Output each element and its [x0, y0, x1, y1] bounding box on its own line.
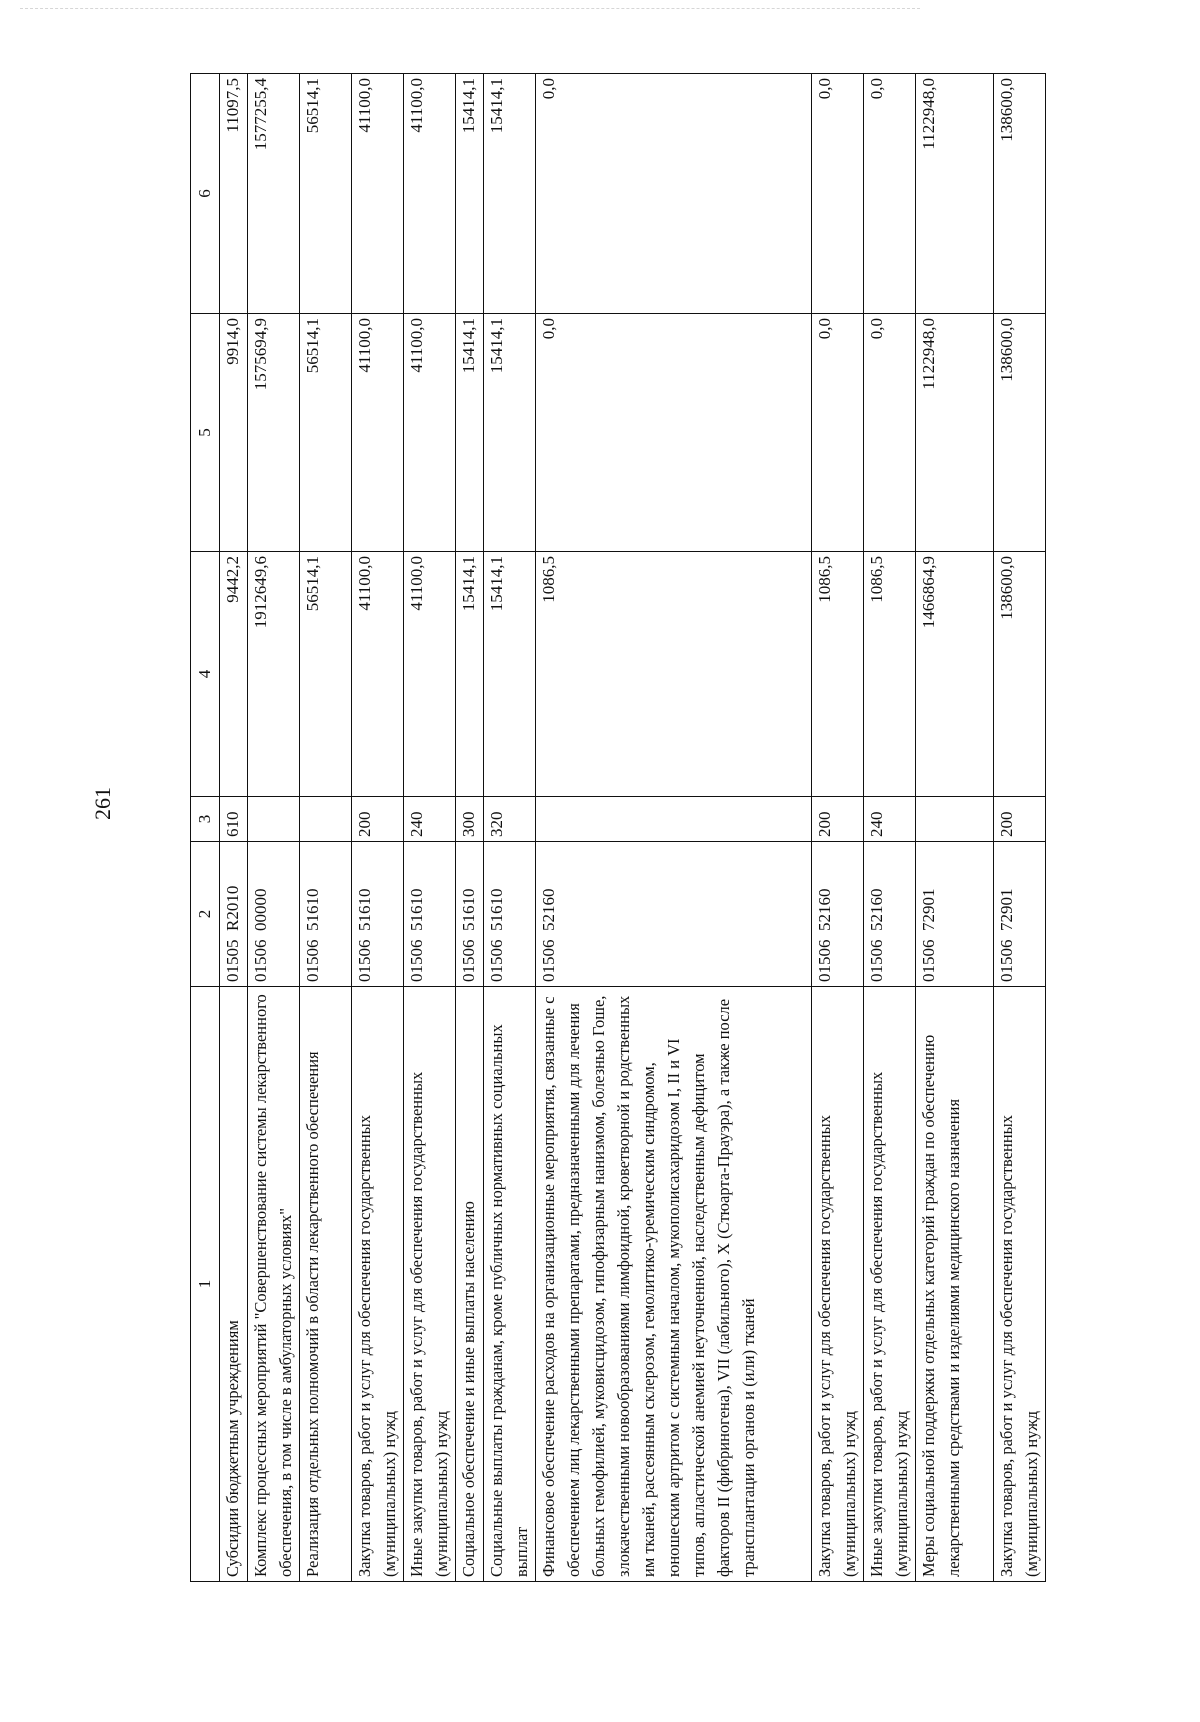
row-description: Социальные выплаты гражданам, кроме публичных нормативных социальных выплат [484, 987, 536, 1582]
table-row [864, 74, 916, 1582]
amount-col5: 0,0 [864, 314, 916, 552]
row-description: Субсидии бюджетным учреждениям [220, 987, 248, 1582]
expense-type-code: 200 [352, 797, 404, 842]
amount-col4: 56514,1 [300, 552, 352, 797]
expense-type-code [536, 797, 812, 842]
target-article-code: 01506 51610 [352, 842, 404, 987]
amount-col5: 41100,0 [352, 314, 404, 552]
expense-type-code: 200 [812, 797, 864, 842]
target-article-code: 01506 51610 [404, 842, 456, 987]
table-row [248, 74, 300, 1582]
expense-type-code: 240 [404, 797, 456, 842]
target-article-code: 01506 51610 [300, 842, 352, 987]
amount-col4: 1086,5 [864, 552, 916, 797]
scan-artifact [20, 8, 920, 39]
expense-type-code [916, 797, 994, 842]
amount-col6: 0,0 [864, 74, 916, 314]
table-row [994, 74, 1046, 1582]
amount-col4: 1466864,9 [916, 552, 994, 797]
row-description: Комплекс процессных мероприятий "Совершенствование системы лекарственного обеспечения, в том числе в амбулаторных условиях" [248, 987, 300, 1582]
column-header: 6 [191, 74, 220, 314]
amount-col6: 41100,0 [404, 74, 456, 314]
table-row [352, 74, 404, 1582]
amount-col5: 138600,0 [994, 314, 1046, 552]
expense-type-code: 240 [864, 797, 916, 842]
amount-col6: 15414,1 [484, 74, 536, 314]
expense-type-code [248, 797, 300, 842]
amount-col4: 41100,0 [352, 552, 404, 797]
amount-col5: 15414,1 [484, 314, 536, 552]
row-description: Закупка товаров, работ и услуг для обеспечения государственных (муниципальных) нужд [994, 987, 1046, 1582]
row-description: Закупка товаров, работ и услуг для обеспечения государственных (муниципальных) нужд [352, 987, 404, 1582]
amount-col5: 1575694,9 [248, 314, 300, 552]
amount-col4: 1086,5 [812, 552, 864, 797]
target-article-code: 01506 52160 [812, 842, 864, 987]
table-row [300, 74, 352, 1582]
amount-col5: 56514,1 [300, 314, 352, 552]
table-row [916, 74, 994, 1582]
row-description: Закупка товаров, работ и услуг для обеспечения государственных (муниципальных) нужд [812, 987, 864, 1582]
page-number: 261 [90, 787, 115, 820]
amount-col5: 9914,0 [220, 314, 248, 552]
table-row [456, 74, 484, 1582]
row-description: Иные закупки товаров, работ и услуг для обеспечения государственных (муниципальных) нужд [404, 987, 456, 1582]
target-article-code: 01506 51610 [456, 842, 484, 987]
row-description: Реализация отдельных полномочий в области лекарственного обеспечения [300, 987, 352, 1582]
amount-col4: 9442,2 [220, 552, 248, 797]
amount-col6: 0,0 [812, 74, 864, 314]
amount-col5: 0,0 [812, 314, 864, 552]
expense-type-code: 320 [484, 797, 536, 842]
amount-col5: 1122948,0 [916, 314, 994, 552]
amount-col5: 0,0 [536, 314, 812, 552]
target-article-code: 01506 51610 [484, 842, 536, 987]
amount-col4: 41100,0 [404, 552, 456, 797]
column-header: 4 [191, 552, 220, 797]
amount-col6: 138600,0 [994, 74, 1046, 314]
column-header: 2 [191, 842, 220, 987]
target-article-code: 01505 R2010 [220, 842, 248, 987]
budget-table [190, 73, 1046, 1582]
amount-col4: 138600,0 [994, 552, 1046, 797]
row-description: Иные закупки товаров, работ и услуг для обеспечения государственных (муниципальных) нужд [864, 987, 916, 1582]
amount-col6: 1122948,0 [916, 74, 994, 314]
row-description: Социальное обеспечение и иные выплаты населению [456, 987, 484, 1582]
table-row [404, 74, 456, 1582]
expense-type-code: 610 [220, 797, 248, 842]
amount-col6: 1577255,4 [248, 74, 300, 314]
table-row [536, 74, 812, 1582]
target-article-code: 01506 72901 [916, 842, 994, 987]
amount-col6: 15414,1 [456, 74, 484, 314]
target-article-code: 01506 72901 [994, 842, 1046, 987]
amount-col6: 41100,0 [352, 74, 404, 314]
target-article-code: 01506 52160 [864, 842, 916, 987]
expense-type-code: 300 [456, 797, 484, 842]
column-header: 3 [191, 797, 220, 842]
table-row [812, 74, 864, 1582]
amount-col4: 15414,1 [456, 552, 484, 797]
amount-col4: 1912649,6 [248, 552, 300, 797]
header-row [191, 74, 220, 1582]
expense-type-code: 200 [994, 797, 1046, 842]
column-header: 5 [191, 314, 220, 552]
table-row [484, 74, 536, 1582]
amount-col6: 0,0 [536, 74, 812, 314]
row-description: Меры социальной поддержки отдельных категорий граждан по обеспечению лекарственными средствами и изделиями медицинского назначения [916, 987, 994, 1582]
target-article-code: 01506 00000 [248, 842, 300, 987]
column-header: 1 [191, 987, 220, 1582]
amount-col6: 11097,5 [220, 74, 248, 314]
target-article-code: 01506 52160 [536, 842, 812, 987]
rotated-table-wrapper [190, 74, 1041, 1582]
expense-type-code [300, 797, 352, 842]
amount-col6: 56514,1 [300, 74, 352, 314]
row-description: Финансовое обеспечение расходов на организационные мероприятия, связанные с обеспечением лиц лекарственными препаратами, предназначенными для лечения больных гемофилией, муковисцидозом, гипофизарным нанизмом, болезнью Гоше, злокачественными новообразованиями лимфоидной, кроветворной и родственных им тканей, рассеянным склерозом, гемолитико-уремическим синдромом, юношеским артритом с системным началом, мукополисахаридозом I, II и VI типов, апластической анемией неуточненной, наследственным дефицитом факторов II (фибриногена), VII (лабильного), X (Стюарта-Прауэра), а также после трансплантации органов и (или) тканей [536, 987, 812, 1582]
amount-col5: 15414,1 [456, 314, 484, 552]
amount-col4: 15414,1 [484, 552, 536, 797]
amount-col4: 1086,5 [536, 552, 812, 797]
amount-col5: 41100,0 [404, 314, 456, 552]
table-row [220, 74, 248, 1582]
